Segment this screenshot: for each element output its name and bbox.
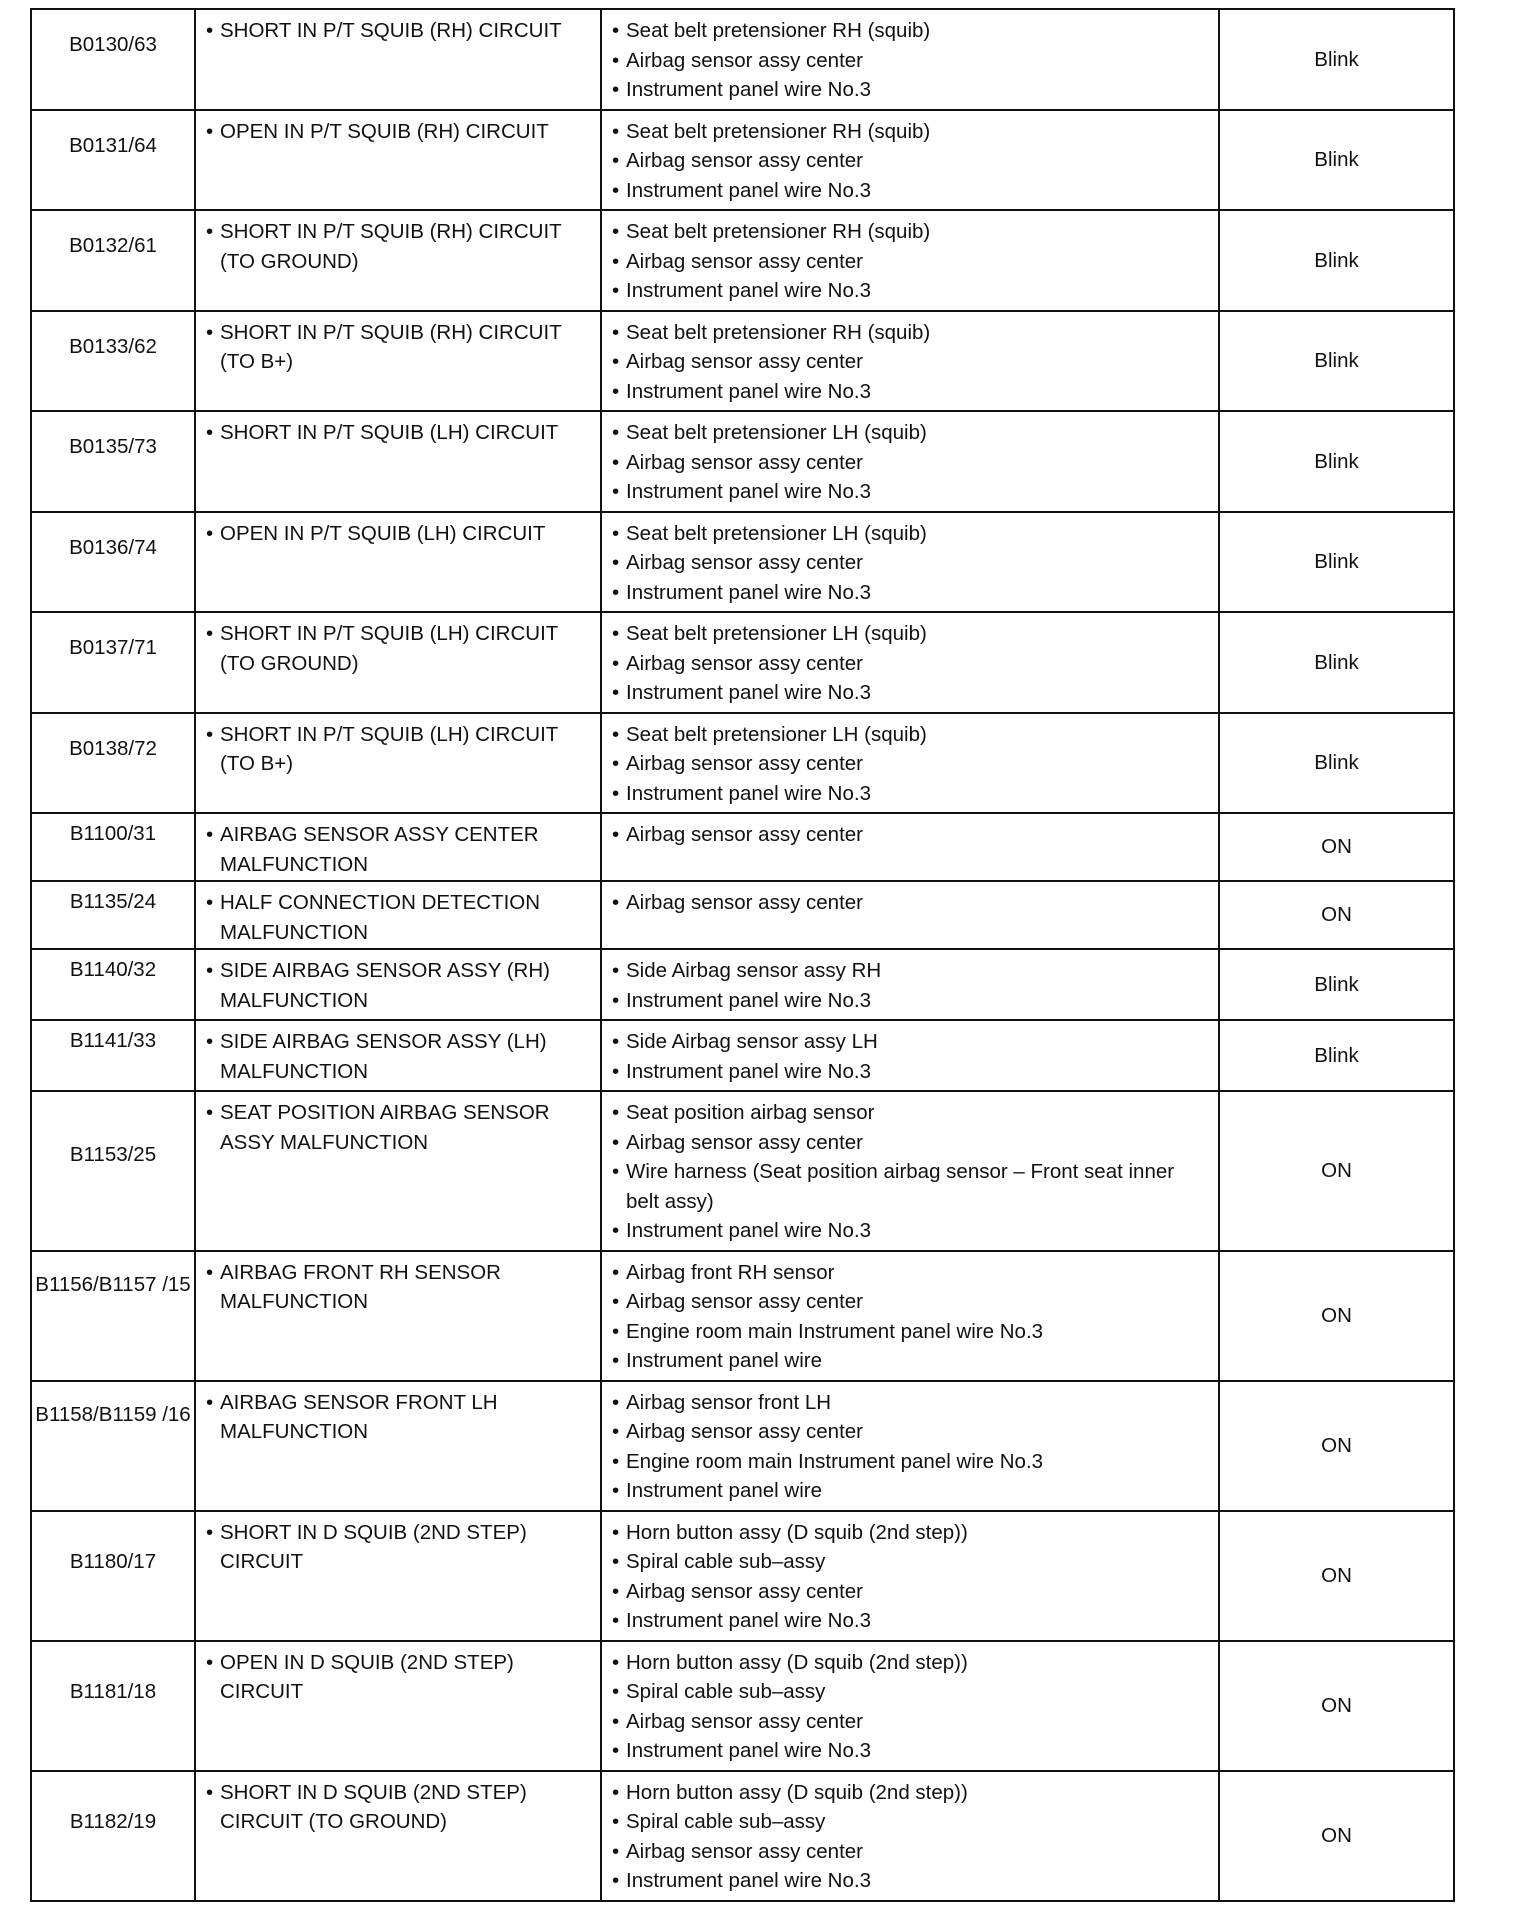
dtc-code: B0131/64: [31, 110, 195, 211]
trouble-area-item: • Airbag sensor assy center: [612, 649, 1208, 679]
trouble-area-item: • Airbag sensor assy center: [612, 548, 1208, 578]
trouble-area-item: • Airbag sensor assy center: [612, 1707, 1208, 1737]
detection-item-text: • SIDE AIRBAG SENSOR ASSY (LH) MALFUNCTION: [206, 1027, 590, 1086]
trouble-area-item: • Horn button assy (D squib (2nd step)): [612, 1648, 1208, 1678]
warning-light-status: Blink: [1219, 110, 1454, 211]
dtc-code: B0138/72: [31, 713, 195, 814]
trouble-area-item: • Airbag sensor assy center: [612, 46, 1208, 76]
trouble-area-item: • Seat belt pretensioner RH (squib): [612, 16, 1208, 46]
table-row: [31, 311, 1454, 412]
dtc-code: B0132/61: [31, 210, 195, 311]
detection-item-text: • SHORT IN P/T SQUIB (LH) CIRCUIT: [206, 418, 590, 448]
trouble-area-item: • Airbag sensor assy center: [612, 1128, 1208, 1158]
dtc-code: B1100/31: [31, 813, 195, 881]
warning-light-status: Blink: [1219, 411, 1454, 512]
table-row: [31, 411, 1454, 512]
trouble-area-item: • Airbag sensor assy center: [612, 247, 1208, 277]
trouble-area: [601, 512, 1219, 613]
detection-item: [195, 1020, 601, 1091]
trouble-area-item: • Instrument panel wire No.3: [612, 1057, 1208, 1087]
trouble-area-item: • Spiral cable sub–assy: [612, 1547, 1208, 1577]
table-row: [31, 813, 1454, 881]
detection-item: [195, 210, 601, 311]
trouble-area: [601, 210, 1219, 311]
detection-item: [195, 9, 601, 110]
dtc-code: B0136/74: [31, 512, 195, 613]
detection-item-text: • SHORT IN P/T SQUIB (RH) CIRCUIT: [206, 16, 590, 46]
trouble-area: [601, 713, 1219, 814]
detection-item-text: • SHORT IN P/T SQUIB (LH) CIRCUIT (TO GROUND): [206, 619, 590, 678]
trouble-area-item: • Instrument panel wire No.3: [612, 75, 1208, 105]
trouble-area: [601, 9, 1219, 110]
detection-item: [195, 1251, 601, 1381]
warning-light-status: ON: [1219, 1091, 1454, 1251]
detection-item-text: • HALF CONNECTION DETECTION MALFUNCTION: [206, 888, 590, 947]
trouble-area-item: • Airbag sensor assy center: [612, 888, 1208, 918]
trouble-area-item: • Instrument panel wire No.3: [612, 678, 1208, 708]
table-row: [31, 9, 1454, 110]
trouble-area: [601, 881, 1219, 949]
table-row: [31, 1771, 1454, 1901]
detection-item: [195, 110, 601, 211]
trouble-area: [601, 612, 1219, 713]
trouble-area-item: • Instrument panel wire: [612, 1346, 1208, 1376]
detection-item: [195, 1641, 601, 1771]
trouble-area-item: • Airbag sensor assy center: [612, 1837, 1208, 1867]
warning-light-status: ON: [1219, 813, 1454, 881]
warning-light-status: Blink: [1219, 210, 1454, 311]
trouble-area: [601, 311, 1219, 412]
detection-item: [195, 949, 601, 1020]
trouble-area-item: • Instrument panel wire: [612, 1476, 1208, 1506]
trouble-area-item: • Engine room main Instrument panel wire No.3: [612, 1317, 1208, 1347]
trouble-area-item: • Instrument panel wire No.3: [612, 377, 1208, 407]
warning-light-status: Blink: [1219, 612, 1454, 713]
trouble-area-item: • Engine room main Instrument panel wire No.3: [612, 1447, 1208, 1477]
trouble-area-item: • Airbag sensor assy center: [612, 1287, 1208, 1317]
trouble-area: [601, 1381, 1219, 1511]
trouble-area-item: • Seat belt pretensioner LH (squib): [612, 720, 1208, 750]
detection-item-text: • SHORT IN P/T SQUIB (RH) CIRCUIT (TO GROUND): [206, 217, 590, 276]
table-row: [31, 1251, 1454, 1381]
dtc-table: [30, 8, 1455, 1902]
detection-item-text: • SIDE AIRBAG SENSOR ASSY (RH) MALFUNCTION: [206, 956, 590, 1015]
detection-item-text: • OPEN IN P/T SQUIB (LH) CIRCUIT: [206, 519, 590, 549]
dtc-table-body: [31, 9, 1454, 1901]
trouble-area-item: • Instrument panel wire No.3: [612, 986, 1208, 1016]
detection-item-text: • SHORT IN D SQUIB (2ND STEP) CIRCUIT (TO GROUND): [206, 1778, 590, 1837]
trouble-area-item: • Seat belt pretensioner LH (squib): [612, 519, 1208, 549]
dtc-code: B0137/71: [31, 612, 195, 713]
table-row: [31, 1381, 1454, 1511]
detection-item-text: • OPEN IN D SQUIB (2ND STEP) CIRCUIT: [206, 1648, 590, 1707]
dtc-code: B0133/62: [31, 311, 195, 412]
detection-item: [195, 1381, 601, 1511]
table-row: [31, 210, 1454, 311]
trouble-area-item: • Spiral cable sub–assy: [612, 1807, 1208, 1837]
trouble-area-item: • Seat position airbag sensor: [612, 1098, 1208, 1128]
detection-item-text: • OPEN IN P/T SQUIB (RH) CIRCUIT: [206, 117, 590, 147]
dtc-code: B1180/17: [31, 1511, 195, 1641]
warning-light-status: ON: [1219, 881, 1454, 949]
warning-light-status: ON: [1219, 1641, 1454, 1771]
trouble-area-item: • Instrument panel wire No.3: [612, 1216, 1208, 1246]
detection-item-text: • SEAT POSITION AIRBAG SENSOR ASSY MALFUNCTION: [206, 1098, 590, 1157]
table-row: [31, 512, 1454, 613]
warning-light-status: Blink: [1219, 9, 1454, 110]
detection-item: [195, 813, 601, 881]
trouble-area-item: • Instrument panel wire No.3: [612, 578, 1208, 608]
trouble-area-item: • Airbag sensor front LH: [612, 1388, 1208, 1418]
trouble-area: [601, 1771, 1219, 1901]
dtc-code: B1153/25: [31, 1091, 195, 1251]
detection-item-text: • AIRBAG SENSOR ASSY CENTER MALFUNCTION: [206, 820, 590, 879]
trouble-area-item: • Instrument panel wire No.3: [612, 477, 1208, 507]
trouble-area-item: • Wire harness (Seat position airbag sensor – Front seat inner belt assy): [612, 1157, 1208, 1216]
trouble-area-item: • Instrument panel wire No.3: [612, 779, 1208, 809]
trouble-area-item: • Airbag front RH sensor: [612, 1258, 1208, 1288]
table-row: [31, 713, 1454, 814]
trouble-area-item: • Horn button assy (D squib (2nd step)): [612, 1778, 1208, 1808]
detection-item: [195, 612, 601, 713]
trouble-area: [601, 949, 1219, 1020]
detection-item: [195, 881, 601, 949]
trouble-area-item: • Spiral cable sub–assy: [612, 1677, 1208, 1707]
dtc-code: B1182/19: [31, 1771, 195, 1901]
trouble-area: [601, 1251, 1219, 1381]
trouble-area-item: • Airbag sensor assy center: [612, 1417, 1208, 1447]
trouble-area: [601, 411, 1219, 512]
trouble-area-item: • Horn button assy (D squib (2nd step)): [612, 1518, 1208, 1548]
warning-light-status: ON: [1219, 1251, 1454, 1381]
table-row: [31, 110, 1454, 211]
dtc-code: B1156/B1157 /15: [31, 1251, 195, 1381]
trouble-area-item: • Seat belt pretensioner LH (squib): [612, 418, 1208, 448]
detection-item: [195, 1091, 601, 1251]
warning-light-status: ON: [1219, 1771, 1454, 1901]
trouble-area-item: • Seat belt pretensioner RH (squib): [612, 318, 1208, 348]
trouble-area: [601, 1091, 1219, 1251]
trouble-area-item: • Airbag sensor assy center: [612, 820, 1208, 850]
warning-light-status: ON: [1219, 1381, 1454, 1511]
table-row: [31, 612, 1454, 713]
trouble-area-item: • Airbag sensor assy center: [612, 749, 1208, 779]
trouble-area-item: • Seat belt pretensioner RH (squib): [612, 217, 1208, 247]
trouble-area-item: • Side Airbag sensor assy LH: [612, 1027, 1208, 1057]
trouble-area: [601, 1641, 1219, 1771]
trouble-area-item: • Airbag sensor assy center: [612, 448, 1208, 478]
detection-item-text: • AIRBAG FRONT RH SENSOR MALFUNCTION: [206, 1258, 590, 1317]
trouble-area-item: • Side Airbag sensor assy RH: [612, 956, 1208, 986]
detection-item-text: • SHORT IN P/T SQUIB (LH) CIRCUIT (TO B+): [206, 720, 590, 779]
trouble-area: [601, 110, 1219, 211]
trouble-area: [601, 1020, 1219, 1091]
trouble-area: [601, 1511, 1219, 1641]
table-row: [31, 1020, 1454, 1091]
dtc-code: B0130/63: [31, 9, 195, 110]
dtc-code: B1135/24: [31, 881, 195, 949]
trouble-area-item: • Instrument panel wire No.3: [612, 1736, 1208, 1766]
table-row: [31, 949, 1454, 1020]
trouble-area: [601, 813, 1219, 881]
detection-item-text: • SHORT IN P/T SQUIB (RH) CIRCUIT (TO B+): [206, 318, 590, 377]
trouble-area-item: • Instrument panel wire No.3: [612, 1606, 1208, 1636]
warning-light-status: Blink: [1219, 311, 1454, 412]
detection-item-text: • SHORT IN D SQUIB (2ND STEP) CIRCUIT: [206, 1518, 590, 1577]
dtc-code: B1141/33: [31, 1020, 195, 1091]
detection-item: [195, 1771, 601, 1901]
table-row: [31, 1091, 1454, 1251]
warning-light-status: ON: [1219, 1511, 1454, 1641]
dtc-code: B1140/32: [31, 949, 195, 1020]
table-row: [31, 1641, 1454, 1771]
trouble-area-item: • Airbag sensor assy center: [612, 146, 1208, 176]
trouble-area-item: • Airbag sensor assy center: [612, 1577, 1208, 1607]
warning-light-status: Blink: [1219, 1020, 1454, 1091]
table-row: [31, 881, 1454, 949]
trouble-area-item: • Airbag sensor assy center: [612, 347, 1208, 377]
warning-light-status: Blink: [1219, 512, 1454, 613]
warning-light-status: Blink: [1219, 949, 1454, 1020]
trouble-area-item: • Instrument panel wire No.3: [612, 176, 1208, 206]
trouble-area-item: • Instrument panel wire No.3: [612, 276, 1208, 306]
detection-item: [195, 713, 601, 814]
detection-item: [195, 1511, 601, 1641]
dtc-code: B1158/B1159 /16: [31, 1381, 195, 1511]
trouble-area-item: • Instrument panel wire No.3: [612, 1866, 1208, 1896]
detection-item: [195, 512, 601, 613]
dtc-code: B0135/73: [31, 411, 195, 512]
detection-item: [195, 411, 601, 512]
warning-light-status: Blink: [1219, 713, 1454, 814]
table-row: [31, 1511, 1454, 1641]
trouble-area-item: • Seat belt pretensioner RH (squib): [612, 117, 1208, 147]
trouble-area-item: • Seat belt pretensioner LH (squib): [612, 619, 1208, 649]
dtc-code: B1181/18: [31, 1641, 195, 1771]
detection-item: [195, 311, 601, 412]
detection-item-text: • AIRBAG SENSOR FRONT LH MALFUNCTION: [206, 1388, 590, 1447]
